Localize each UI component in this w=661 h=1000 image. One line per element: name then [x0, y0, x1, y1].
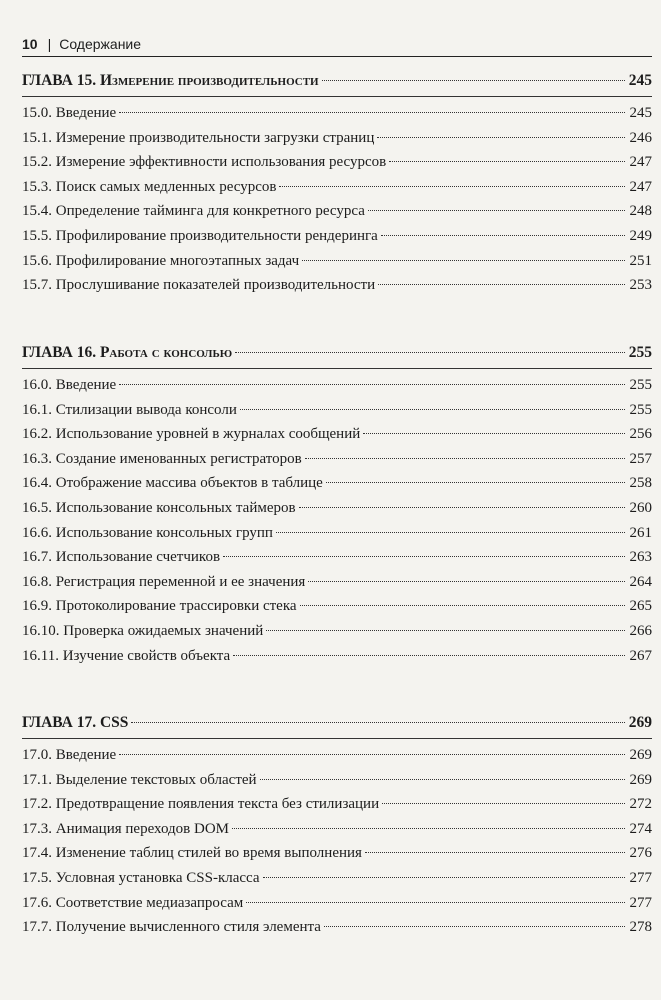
entry-title: Поиск самых медленных ресурсов: [55, 178, 277, 195]
toc-entry[interactable]: [22, 817, 652, 842]
entry-title: Соответствие медиазапросам: [55, 894, 244, 911]
chapter-title: Измерение производительности: [99, 72, 319, 89]
entry-title: Отображение массива объектов в таблице: [55, 475, 323, 492]
dot-leader: [389, 161, 625, 162]
toc-entry[interactable]: [22, 891, 652, 916]
entry-number: 16.2.: [22, 426, 52, 443]
dot-leader: [322, 80, 625, 81]
toc-entry[interactable]: [22, 866, 652, 891]
entry-page: 277: [629, 894, 652, 911]
entry-page: 253: [629, 277, 652, 294]
dot-leader: [119, 384, 625, 385]
toc-entry[interactable]: [22, 619, 652, 644]
entry-page: 251: [629, 252, 652, 269]
dot-leader: [240, 409, 625, 410]
entry-number: 16.5.: [22, 499, 52, 516]
header-rule: [22, 56, 652, 57]
entry-number: 16.7.: [22, 549, 52, 566]
entry-page: 249: [629, 227, 652, 244]
entry-title: Проверка ожидаемых значений: [63, 622, 264, 639]
entry-number: 17.7.: [22, 919, 52, 936]
toc-entry[interactable]: [22, 496, 652, 521]
entry-page: 269: [629, 771, 652, 788]
chapter-page: 269: [628, 714, 652, 731]
toc-entry[interactable]: [22, 101, 652, 126]
dot-leader: [299, 507, 625, 508]
entry-page: 265: [629, 598, 652, 615]
chapter-15: [22, 66, 652, 298]
entry-title: Изучение свойств объекта: [62, 647, 231, 664]
entry-page: 278: [629, 919, 652, 936]
chapter-rule: [22, 738, 652, 739]
entry-title: Выделение текстовых областей: [55, 771, 257, 788]
toc-entry[interactable]: [22, 175, 652, 200]
entry-number: 17.1.: [22, 771, 52, 788]
entry-page: 248: [629, 203, 652, 220]
toc-entry[interactable]: [22, 545, 652, 570]
dot-leader: [119, 754, 625, 755]
running-header: [22, 36, 141, 52]
chapter-heading[interactable]: [22, 338, 652, 368]
entry-page: 274: [629, 820, 652, 837]
dot-leader: [305, 458, 625, 459]
entry-number: 16.1.: [22, 401, 52, 418]
toc-entry[interactable]: [22, 915, 652, 940]
section-title: Содержание: [59, 36, 142, 52]
toc-entry[interactable]: [22, 447, 652, 472]
dot-leader: [302, 260, 625, 261]
entry-number: 17.4.: [22, 845, 52, 862]
dot-leader: [308, 581, 625, 582]
chapter-page: 255: [628, 344, 652, 361]
toc-entry[interactable]: [22, 126, 652, 151]
entry-page: 247: [629, 154, 652, 171]
entry-page: 245: [629, 105, 652, 121]
entry-title: Создание именованных регистраторов: [55, 450, 302, 467]
dot-leader: [382, 803, 625, 804]
entry-page: 260: [629, 499, 652, 516]
toc-entry[interactable]: [22, 422, 652, 447]
entry-page: 276: [629, 845, 652, 862]
dot-leader: [233, 655, 625, 656]
entry-number: 15.1.: [22, 129, 52, 146]
dot-leader: [276, 532, 625, 533]
entry-title: Прослушивание показателей производительности: [55, 277, 376, 294]
toc-entry[interactable]: [22, 150, 652, 175]
entry-number: 15.4.: [22, 203, 52, 220]
toc-entry[interactable]: [22, 570, 652, 595]
entry-number: 16.3.: [22, 450, 52, 467]
toc-entry[interactable]: [22, 644, 652, 669]
chapter-title: Работа с консолью: [99, 344, 233, 361]
toc-entry[interactable]: [22, 249, 652, 274]
dot-leader: [232, 828, 625, 829]
dot-leader: [263, 877, 625, 878]
toc-entry[interactable]: [22, 373, 652, 398]
dot-leader: [246, 902, 625, 903]
dot-leader: [324, 926, 625, 927]
entry-title: Профилирование производительности рендеринга: [55, 227, 378, 244]
entry-page: 267: [629, 647, 652, 664]
chapter-rule: [22, 368, 652, 369]
entry-number: 17.6.: [22, 894, 52, 911]
entry-title: Предотвращение появления текста без стилизации: [55, 796, 380, 813]
entry-number: 16.11.: [22, 647, 59, 664]
entry-number: 16.0.: [22, 377, 52, 393]
page-number: 10: [22, 36, 38, 52]
entry-title: Измерение эффективности использования ресурсов: [55, 154, 387, 171]
dot-leader: [131, 722, 625, 723]
entry-page: 247: [629, 178, 652, 195]
dot-leader: [266, 630, 625, 631]
entry-page: 277: [629, 869, 652, 886]
chapter-heading[interactable]: [22, 66, 652, 96]
entry-number: 17.5.: [22, 869, 52, 886]
entry-number: 16.8.: [22, 573, 52, 590]
entry-number: 15.7.: [22, 277, 52, 294]
toc-entry[interactable]: [22, 273, 652, 298]
entry-number: 15.6.: [22, 252, 52, 269]
dot-leader: [378, 284, 625, 285]
entry-title: Определение тайминга для конкретного ресурса: [55, 203, 365, 220]
toc-entry[interactable]: [22, 594, 652, 619]
entry-title: Использование консольных групп: [55, 524, 273, 541]
chapter-17: [22, 708, 652, 940]
entry-title: Протоколирование трассировки стека: [55, 598, 297, 615]
entry-number: 16.6.: [22, 524, 52, 541]
entry-number: 17.0.: [22, 747, 52, 763]
entry-page: 272: [629, 796, 652, 813]
entry-page: 246: [629, 129, 652, 146]
chapter-prefix: ГЛАВА 17.: [22, 714, 97, 731]
entry-number: 15.0.: [22, 105, 52, 121]
entry-title: Использование уровней в журналах сообщений: [55, 426, 361, 443]
toc-entry[interactable]: [22, 199, 652, 224]
entry-page: 264: [629, 573, 652, 590]
entry-title: Введение: [55, 105, 117, 121]
dot-leader: [260, 779, 625, 780]
toc-entry[interactable]: [22, 768, 652, 793]
entry-page: 255: [629, 401, 652, 418]
entry-number: 15.3.: [22, 178, 52, 195]
toc-entry[interactable]: [22, 471, 652, 496]
entry-title: Регистрация переменной и ее значения: [55, 573, 306, 590]
entry-number: 15.5.: [22, 227, 52, 244]
chapter-prefix: ГЛАВА 16.: [22, 344, 97, 361]
entry-page: 258: [629, 475, 652, 492]
entry-number: 17.3.: [22, 820, 52, 837]
dot-leader: [377, 137, 625, 138]
dot-leader: [326, 482, 625, 483]
chapter-title: CSS: [99, 714, 129, 731]
entry-title: Изменение таблиц стилей во время выполнения: [55, 845, 362, 862]
entry-title: Стилизации вывода консоли: [55, 401, 237, 418]
header-separator: |: [47, 36, 52, 52]
toc-entry[interactable]: [22, 398, 652, 423]
entry-number: 15.2.: [22, 154, 52, 171]
chapter-heading[interactable]: [22, 708, 652, 738]
toc-entry[interactable]: [22, 224, 652, 249]
dot-leader: [300, 605, 625, 606]
dot-leader: [363, 433, 625, 434]
entry-title: Анимация переходов DOM: [55, 820, 229, 837]
toc-entry[interactable]: [22, 521, 652, 546]
chapter-16: [22, 338, 652, 668]
entry-number: 16.4.: [22, 475, 52, 492]
chapter-prefix: ГЛАВА 15.: [22, 72, 97, 89]
entry-title: Введение: [55, 377, 117, 393]
entry-title: Профилирование многоэтапных задач: [55, 252, 300, 269]
dot-leader: [381, 235, 625, 236]
entry-page: 257: [629, 450, 652, 467]
entry-number: 16.10.: [22, 622, 60, 639]
dot-leader: [119, 112, 625, 113]
entry-page: 255: [629, 377, 652, 393]
dot-leader: [223, 556, 625, 557]
dot-leader: [368, 210, 625, 211]
chapter-rule: [22, 96, 652, 97]
entry-number: 16.9.: [22, 598, 52, 615]
entry-title: Использование консольных таймеров: [55, 499, 296, 516]
entry-page: 263: [629, 549, 652, 566]
entry-page: 269: [629, 747, 652, 763]
entry-title: Введение: [55, 747, 117, 763]
chapter-page: 245: [628, 72, 652, 89]
toc-entry[interactable]: [22, 841, 652, 866]
entry-page: 256: [629, 426, 652, 443]
entry-title: Измерение производительности загрузки страниц: [55, 129, 375, 146]
toc-entry[interactable]: [22, 743, 652, 768]
entry-title: Получение вычисленного стиля элемента: [55, 919, 321, 936]
entry-number: 17.2.: [22, 796, 52, 813]
entry-title: Использование счетчиков: [55, 549, 221, 566]
entry-page: 261: [629, 524, 652, 541]
toc-entry[interactable]: [22, 792, 652, 817]
entry-title: Условная установка CSS-класса: [55, 869, 260, 886]
entry-page: 266: [629, 622, 652, 639]
dot-leader: [365, 852, 625, 853]
dot-leader: [279, 186, 625, 187]
dot-leader: [235, 352, 625, 353]
